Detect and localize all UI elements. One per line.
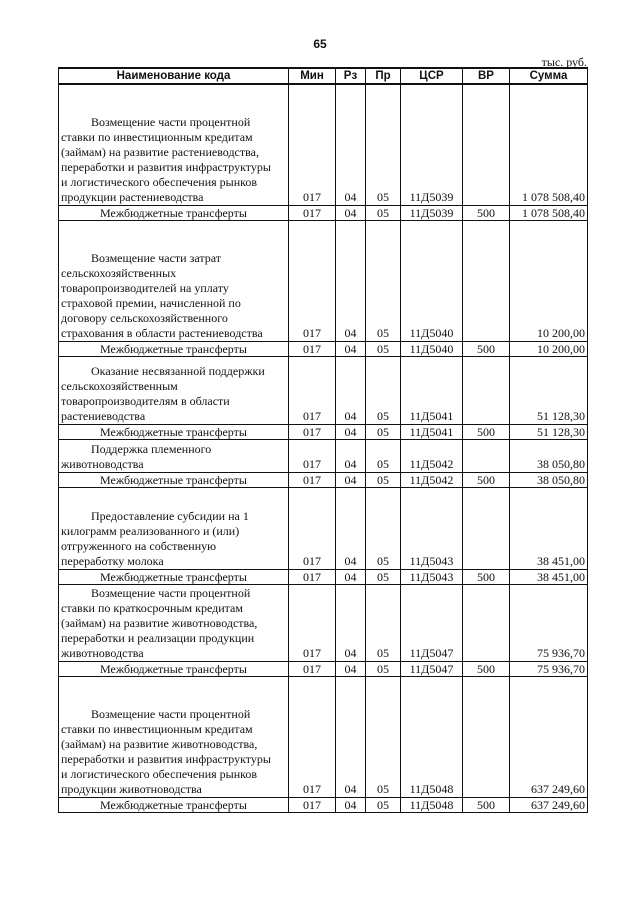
cell-vr: 500 [463, 570, 510, 585]
cell-rz: 04 [336, 662, 366, 677]
cell-pr: 05 [366, 221, 401, 342]
cell-csr: 11Д5042 [401, 440, 463, 473]
cell-sum: 38 451,00 [510, 488, 588, 570]
table-row [59, 488, 588, 570]
name-line: отгруженного на собственную [61, 539, 217, 553]
cell-pr: 05 [366, 206, 401, 221]
table-row [59, 206, 588, 221]
cell-csr: 11Д5039 [401, 84, 463, 206]
name-line: ставки по инвестиционным кредитам [61, 130, 253, 144]
cell-min: 017 [289, 488, 336, 570]
cell-csr: 11Д5042 [401, 473, 463, 488]
cell-pr: 05 [366, 440, 401, 473]
cell-min: 017 [289, 357, 336, 425]
name-line: Возмещение части затрат [91, 251, 221, 265]
cell-pr: 05 [366, 488, 401, 570]
name-line: Поддержка племенного [91, 442, 212, 456]
cell-min: 017 [289, 206, 336, 221]
cell-name [59, 585, 289, 662]
cell-pr: 05 [366, 798, 401, 813]
name-line: страхования в области растениеводства [61, 326, 263, 340]
cell-sum: 38 050,80 [510, 473, 588, 488]
name-line: килограмм реализованного и (или) [61, 524, 240, 538]
cell-csr: 11Д5039 [401, 206, 463, 221]
header-sum: Сумма [510, 68, 588, 84]
table-row [59, 425, 588, 440]
table-row [59, 570, 588, 585]
cell-csr: 11Д5041 [401, 357, 463, 425]
units-label: тыс. руб. [541, 55, 587, 69]
name-line: ставки по инвестиционным кредитам [61, 722, 253, 736]
cell-rz: 04 [336, 357, 366, 425]
cell-vr: 500 [463, 473, 510, 488]
name-line: (займам) на развитие животноводства, [61, 737, 258, 751]
cell-name: Межбюджетные трансферты [59, 798, 289, 813]
header-pr: Пр [366, 68, 401, 84]
budget-table [58, 67, 588, 813]
header-csr: ЦСР [401, 68, 463, 84]
cell-min: 017 [289, 84, 336, 206]
cell-sum: 51 128,30 [510, 425, 588, 440]
cell-name [59, 221, 289, 342]
cell-min: 017 [289, 677, 336, 798]
header-name: Наименование кода [59, 68, 289, 84]
name-line: продукции животноводства [61, 782, 202, 796]
cell-sum: 1 078 508,40 [510, 84, 588, 206]
cell-min: 017 [289, 662, 336, 677]
cell-pr: 05 [366, 357, 401, 425]
cell-sum: 10 200,00 [510, 342, 588, 357]
name-line: Возмещение части процентной [91, 115, 251, 129]
header-rz: Рз [336, 68, 366, 84]
cell-rz: 04 [336, 84, 366, 206]
cell-min: 017 [289, 425, 336, 440]
table-row [59, 798, 588, 813]
cell-csr: 11Д5047 [401, 662, 463, 677]
cell-name [59, 488, 289, 570]
table-row [59, 662, 588, 677]
cell-name: Межбюджетные трансферты [59, 425, 289, 440]
name-line: (займам) на развитие растениеводства, [61, 145, 259, 159]
name-line: растениеводства [61, 409, 146, 423]
cell-vr [463, 488, 510, 570]
cell-min: 017 [289, 473, 336, 488]
cell-rz: 04 [336, 342, 366, 357]
cell-sum: 75 936,70 [510, 585, 588, 662]
table-row [59, 440, 588, 473]
cell-vr [463, 221, 510, 342]
name-line: договору сельскохозяйственного [61, 311, 228, 325]
name-line: переработку молока [61, 554, 164, 568]
table-row [59, 585, 588, 662]
name-line: переработки и реализации продукции [61, 631, 255, 645]
table-row [59, 342, 588, 357]
cell-rz: 04 [336, 585, 366, 662]
cell-sum: 10 200,00 [510, 221, 588, 342]
cell-vr [463, 84, 510, 206]
cell-vr: 500 [463, 425, 510, 440]
table-body [59, 84, 588, 813]
cell-rz: 04 [336, 206, 366, 221]
cell-rz: 04 [336, 677, 366, 798]
table-row [59, 221, 588, 342]
cell-csr: 11Д5047 [401, 585, 463, 662]
cell-pr: 05 [366, 662, 401, 677]
cell-sum: 75 936,70 [510, 662, 588, 677]
cell-csr: 11Д5048 [401, 677, 463, 798]
cell-vr [463, 677, 510, 798]
name-line: товаропроизводителям в области [61, 394, 230, 408]
name-line: Возмещение части процентной [91, 707, 251, 721]
cell-name [59, 357, 289, 425]
cell-min: 017 [289, 798, 336, 813]
cell-vr: 500 [463, 798, 510, 813]
name-line: товаропроизводителей на уплату [61, 281, 229, 295]
name-line: сельскохозяйственным [61, 379, 178, 393]
cell-min: 017 [289, 440, 336, 473]
table-row [59, 357, 588, 425]
cell-name [59, 440, 289, 473]
cell-csr: 11Д5041 [401, 425, 463, 440]
cell-csr: 11Д5048 [401, 798, 463, 813]
name-line: и логистического обеспечения рынков [61, 175, 258, 189]
cell-vr [463, 440, 510, 473]
name-line: переработки и развития инфраструктуры [61, 752, 271, 766]
cell-sum: 637 249,60 [510, 677, 588, 798]
name-line: (займам) на развитие животноводства, [61, 616, 258, 630]
name-line: ставки по краткосрочным кредитам [61, 601, 243, 615]
cell-vr: 500 [463, 206, 510, 221]
name-line: страховой премии, начисленной по [61, 296, 241, 310]
cell-csr: 11Д5040 [401, 221, 463, 342]
cell-sum: 1 078 508,40 [510, 206, 588, 221]
cell-csr: 11Д5043 [401, 570, 463, 585]
name-line: Предоставление субсидии на 1 [91, 509, 249, 523]
table-row [59, 473, 588, 488]
table-row [59, 84, 588, 206]
cell-name: Межбюджетные трансферты [59, 570, 289, 585]
name-line: животноводства [61, 457, 144, 471]
name-line: Оказание несвязанной поддержки [91, 364, 265, 378]
table-header-row [59, 68, 588, 84]
cell-rz: 04 [336, 570, 366, 585]
cell-vr [463, 585, 510, 662]
cell-pr: 05 [366, 425, 401, 440]
table-row [59, 677, 588, 798]
cell-sum: 38 050,80 [510, 440, 588, 473]
cell-pr: 05 [366, 473, 401, 488]
cell-pr: 05 [366, 585, 401, 662]
cell-pr: 05 [366, 84, 401, 206]
page-number: 65 [313, 37, 327, 51]
cell-sum: 51 128,30 [510, 357, 588, 425]
cell-vr [463, 357, 510, 425]
cell-rz: 04 [336, 798, 366, 813]
cell-sum: 637 249,60 [510, 798, 588, 813]
cell-pr: 05 [366, 570, 401, 585]
name-line: животноводства [61, 646, 144, 660]
cell-pr: 05 [366, 342, 401, 357]
header-min: Мин [289, 68, 336, 84]
cell-name: Межбюджетные трансферты [59, 662, 289, 677]
header-vr: ВР [463, 68, 510, 84]
cell-name: Межбюджетные трансферты [59, 342, 289, 357]
cell-name: Межбюджетные трансферты [59, 473, 289, 488]
cell-name [59, 677, 289, 798]
cell-min: 017 [289, 342, 336, 357]
name-line: продукции растениеводства [61, 190, 204, 204]
cell-min: 017 [289, 585, 336, 662]
cell-pr: 05 [366, 677, 401, 798]
cell-vr: 500 [463, 662, 510, 677]
name-line: Возмещение части процентной [91, 586, 251, 600]
cell-min: 017 [289, 221, 336, 342]
name-line: переработки и развития инфраструктуры [61, 160, 271, 174]
cell-rz: 04 [336, 488, 366, 570]
cell-name [59, 84, 289, 206]
cell-rz: 04 [336, 440, 366, 473]
cell-vr: 500 [463, 342, 510, 357]
cell-csr: 11Д5040 [401, 342, 463, 357]
cell-rz: 04 [336, 473, 366, 488]
name-line: и логистического обеспечения рынков [61, 767, 258, 781]
cell-csr: 11Д5043 [401, 488, 463, 570]
cell-rz: 04 [336, 221, 366, 342]
cell-sum: 38 451,00 [510, 570, 588, 585]
name-line: сельскохозяйственных [61, 266, 177, 280]
cell-name: Межбюджетные трансферты [59, 206, 289, 221]
cell-min: 017 [289, 570, 336, 585]
cell-rz: 04 [336, 425, 366, 440]
